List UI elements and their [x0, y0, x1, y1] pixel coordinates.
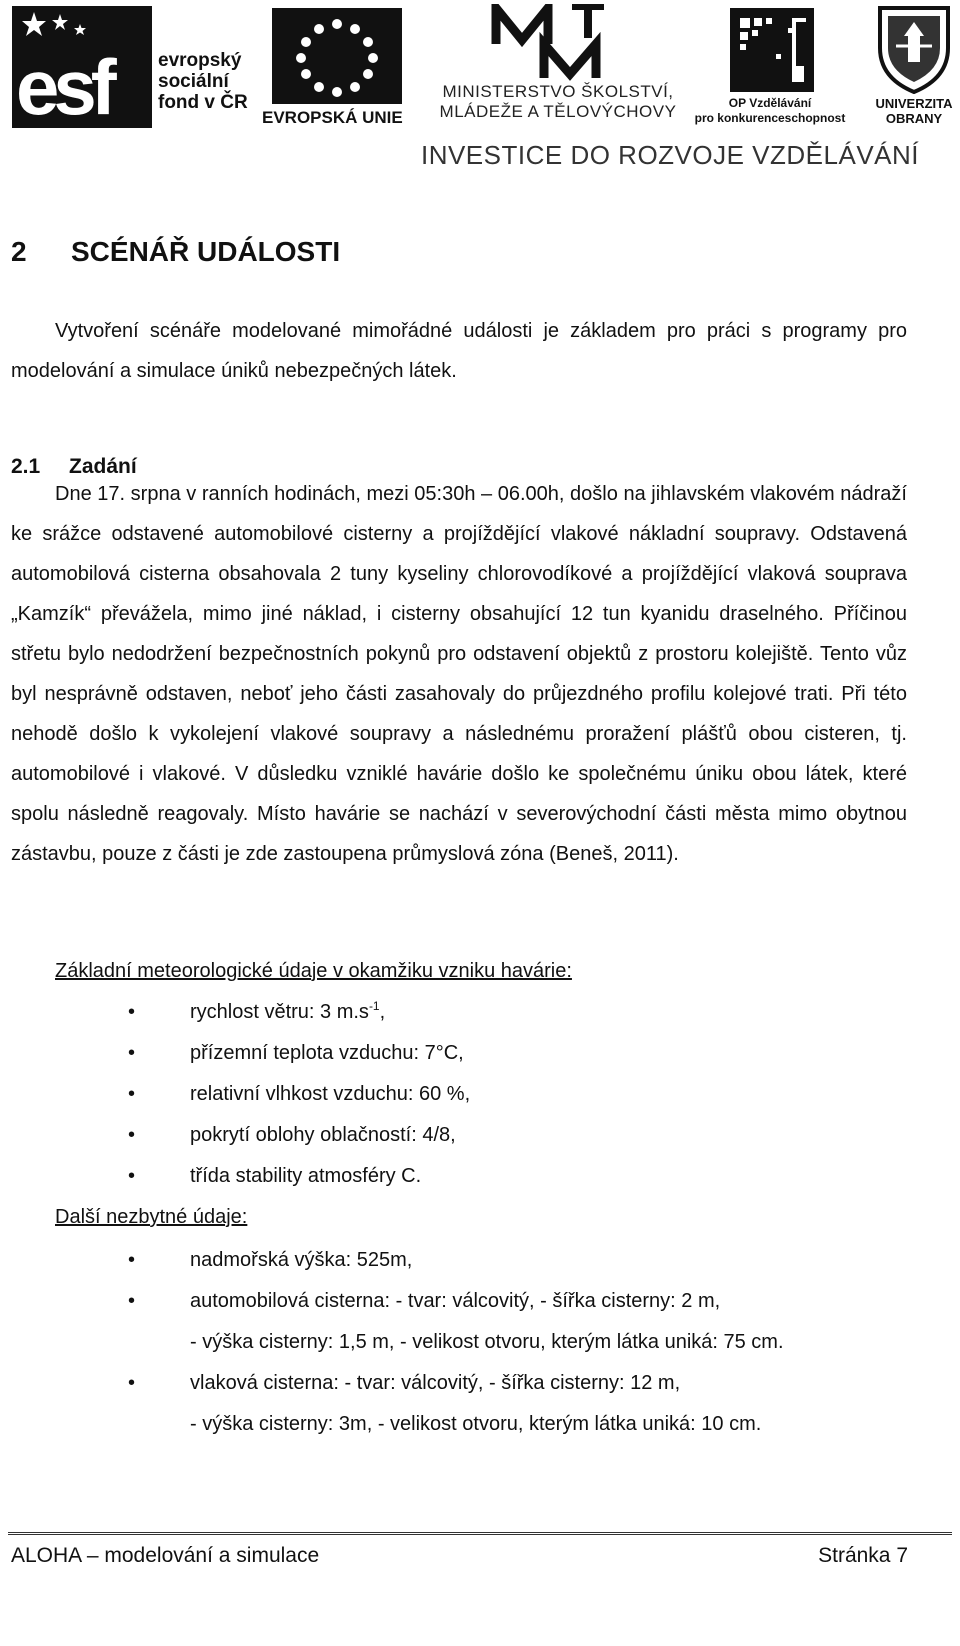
uo-line-2: OBRANY [885, 111, 943, 126]
op-logo [690, 8, 850, 130]
list-item: • pokrytí oblohy oblačností: 4/8, [0, 1115, 960, 1156]
esf-mark-text: esf [16, 43, 111, 131]
truck-tank-line-1: • automobilová cisterna: - tvar: válcovitý, - šířka cisterny: 2 m, [190, 1290, 721, 1312]
uo-logo [868, 2, 960, 132]
footer-rule [8, 1532, 952, 1538]
msmt-mark-icon [488, 4, 608, 82]
wind-speed-text: rychlost větru: 3 m.s [190, 1001, 369, 1023]
op-mark-icon [730, 8, 814, 92]
eu-flag-icon [272, 8, 402, 104]
meteo-list [0, 992, 960, 1197]
wind-speed-suffix: , [379, 1001, 386, 1023]
esf-line-1: evropský [158, 50, 242, 71]
section-number: 2 [11, 236, 27, 267]
eu-logo [262, 8, 422, 130]
subsection-title: Zadání [69, 455, 137, 478]
section-intro-paragraph: Vytvoření scénáře modelované mimořádné události je základem pro práci s programy pro modelování a simulace úniků nebezpečných látek. [11, 320, 907, 382]
train-tank-line-1: • vlaková cisterna: - tvar: válcovitý, - šířka cisterny: 12 m, [190, 1372, 681, 1394]
footer-document-title: ALOHA – modelování a simulace [11, 1544, 320, 1567]
op-caption [690, 96, 850, 126]
esf-text [158, 50, 248, 113]
meteo-list-title: Základní meteorologické údaje v okamžiku vzniku havárie: [55, 960, 572, 982]
list-item [0, 1281, 960, 1363]
list-item: • přízemní teplota vzduchu: 7°C, [0, 1033, 960, 1074]
msmt-line-2: MLÁDEŽE A TĚLOVÝCHOVY [439, 102, 677, 121]
esf-mark [12, 6, 152, 131]
truck-tank-line-2: - výška cisterny: 1,5 m, - velikost otvoru, kterým látka uniká: 75 cm. [190, 1331, 784, 1353]
esf-line-2: sociální [158, 71, 229, 92]
list-item [0, 1363, 960, 1445]
esf-line-3: fond v ČR [158, 92, 248, 113]
wind-speed-exponent: -1 [368, 999, 380, 1013]
list-item: • relativní vlhkost vzduchu: 60 %, [0, 1074, 960, 1115]
logo-band [0, 0, 960, 175]
header-tagline: INVESTICE DO ROZVOJE VZDĚLÁVÁNÍ [420, 140, 920, 170]
uo-caption [868, 96, 960, 126]
other-data-list-title: Další nezbytné údaje: [55, 1206, 248, 1228]
scenario-paragraph: Dne 17. srpna v ranních hodinách, mezi 05:30h – 06.00h, došlo na jihlavském vlakovém nádraží ke srážce odstavené automobilové cisterny a projíždějící vlakové nákladní soupravy. Odstavená automobilová cisterna obsahovala 2 tuny kyseliny chlorovodíkové a projíždějící vlaková souprava „Kamzík“ převážela, mimo jiné náklad, i cisterny obsahující 12 tun kyanidu draselného. Příčinou střetu bylo nedodržení bezpečnostních pokynů pro odstavení objektů z prostoru kolejiště. Tento vůz byl nesprávně odstaven, neboť jeho části zasahovaly do průjezdného profilu kolejové trati. Při této nehodě došlo k vykolejení vlakové soupravy a následnému proražení plášťů obou cisteren, tj. automobilové i vlakové. V důsledku vzniklé havárie došlo ke společnému úniku obou látek, které spolu následně reagovaly. Místo havárie se nachází v severovýchodní části města mimo obytnou zástavbu, pouze z části je zde zastoupena průmyslová zóna (Beneš, 2011). [11, 483, 907, 865]
msmt-caption [428, 82, 688, 122]
section-heading [11, 236, 340, 268]
op-line-1: OP Vzdělávání [728, 96, 812, 110]
list-item: • nadmořská výška: 525m, [0, 1240, 960, 1281]
msmt-line-1: MINISTERSTVO ŠKOLSTVÍ, [442, 82, 674, 101]
msmt-logo [428, 4, 688, 132]
op-line-2: pro konkurenceschopnost [694, 111, 846, 125]
subsection-number: 2.1 [11, 455, 41, 478]
section-title: SCÉNÁŘ UDÁLOSTI [71, 236, 341, 267]
list-item: • třída stability atmosféry C. [0, 1156, 960, 1197]
eu-caption: EVROPSKÁ UNIE [262, 108, 403, 127]
train-tank-line-2: - výška cisterny: 3m, - velikost otvoru, kterým látka uniká: 10 cm. [190, 1413, 762, 1435]
uo-shield-icon [868, 2, 960, 94]
uo-line-1: UNIVERZITA [875, 96, 953, 111]
other-data-list [0, 1240, 960, 1445]
esf-logo [12, 6, 257, 131]
footer-page-number: Stránka 7 [818, 1544, 908, 1567]
list-item [0, 992, 960, 1033]
